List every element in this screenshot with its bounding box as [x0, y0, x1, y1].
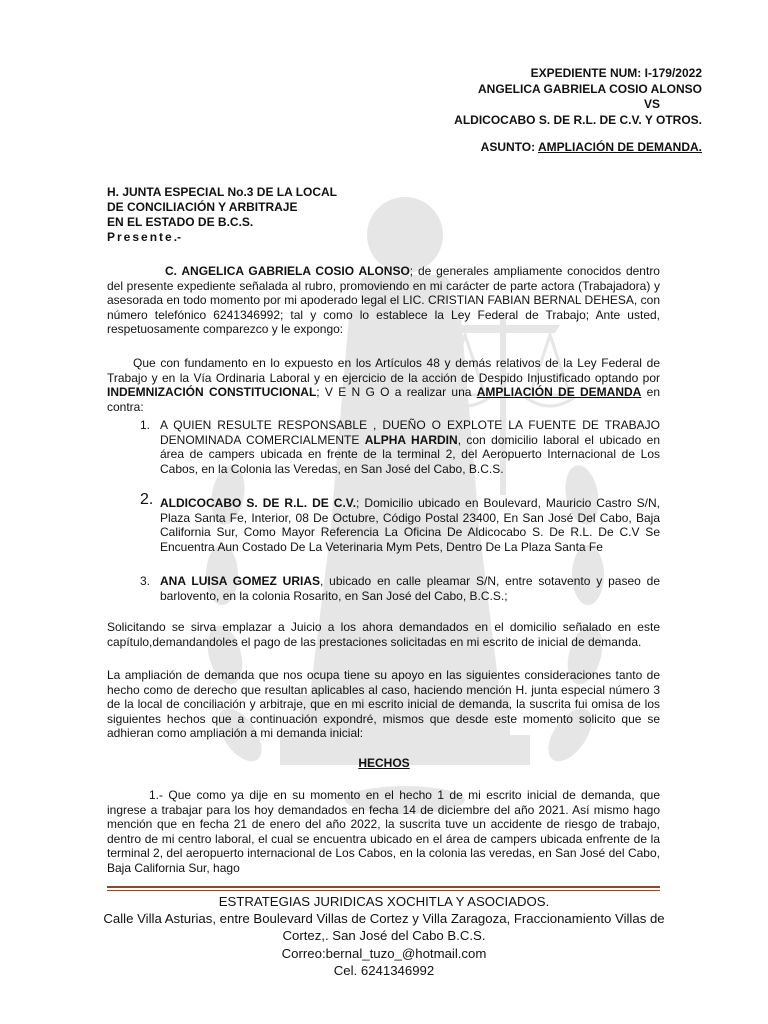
addressee-block [107, 185, 337, 245]
subject-label: ASUNTO: [480, 140, 538, 154]
presente-label: Presente [107, 230, 174, 244]
addressee-line-3: EN EL ESTADO DE B.C.S. [107, 215, 254, 229]
intro-name: C. ANGELICA GABRIELA COSIO ALONSO [165, 264, 410, 278]
case-number: EXPEDIENTE NUM: I-179/2022 [530, 66, 702, 80]
defendant-name: ALDICOCABO S. DE R.L. DE C.V. [160, 496, 357, 510]
footer-firm: ESTRATEGIAS JURIDICAS XOCHITLA Y ASOCIADOS. [218, 894, 550, 909]
intro-paragraph [107, 264, 660, 337]
versus-label: VS [643, 97, 660, 111]
case-header [454, 66, 702, 128]
defendant-name: ALPHA HARDIN [364, 432, 458, 447]
fundamento-indemnizacion: INDEMNIZACIÓN CONSTITUCIONAL [107, 385, 317, 400]
fundamento-ampliacion: AMPLIACIÓN DE DEMANDA [476, 385, 642, 400]
footer-rule-thin [107, 890, 660, 891]
defendant-text-pre: A QUIEN RESULTE RESPONSABLE , DUEÑO O EXPLOTE LA FUENTE DE TRABAJO DENOMINADA COMERCIALMENTE [160, 418, 660, 447]
footer-rule [107, 886, 660, 888]
subject-value: AMPLIACIÓN DE DEMANDA. [538, 140, 702, 154]
addressee-line-2: DE CONCILIACIÓN Y ARBITRAJE [107, 200, 298, 214]
defendant-number: 3. [140, 574, 151, 588]
defendant-number: 1. [140, 418, 151, 432]
defendant-text-post: ; Domicilio ubicado en Boulevard, Mauricio Castro S/N, Plaza Santa Fe, Interior, 08 De Octubre, Código Postal 23400, En San José Del Cabo, Baja California Sur, Como Mayor Referencia La Oficina De Aldicocabo S. De R.L. De C.V Se Encuentra Aun Costado De La Veterinaria Mym Pets, Dentro De La Plaza Santa Fe [160, 496, 661, 554]
hecho-1-paragraph [107, 788, 660, 876]
footer-email: Correo:bernal_tuzo_@hotmail.com [281, 945, 487, 961]
intro-text: ; de generales ampliamente conocidos dentro del presente expediente señalada al rubro, promoviendo en mi carácter de parte actora (Trabajadora) y asesorada en todo momento por mi apoderado legal el LIC. CRISTIAN FABIAN BERNAL DEHESA, con número telefónico 6241346992; tal y como lo establece la Ley Federal de Trabajo; Ante usted, respetuosamente comparezco y le expongo: [107, 264, 660, 337]
footer-phone: Cel. 6241346992 [333, 962, 435, 978]
presente-suffix: .- [173, 230, 182, 244]
defendant-item-3 [140, 574, 661, 603]
footer-address: Calle Villa Asturias, entre Boulevard Villas de Cortez y Villa Zaragoza, Fraccionamiento Villas de Cortez,. San José del Cabo B.C.S. [103, 911, 665, 944]
fundamento-paragraph [107, 356, 660, 414]
defendant-text-post: , con domicilio laboral el ubicado en área de campers ubicada en frente de la terminal 2, del Aeropuerto Internacional de Los Cabos, en la Colonia las Veredas, en San José del Cabo, B.C.S. [160, 432, 660, 476]
hecho-1-text: 1.- Que como ya dije en su momento en el hecho 1 de mi escrito inicial de demanda, que ingrese a trabajar para los hoy demandados en fecha 14 de diciembre del año 2021. Así mismo hago mención que en fecha 21 de enero del año 2022, la suscrita tuve un accidente de riesgo de trabajo, dentro de mi centro laboral, el cual se encuentra ubicado en el área de campers ubicada enfrente de la terminal 2, del aeropuerto internacional de Los Cabos, en la colonia las veredas, en San José del Cabo, Baja California Sur, hago [107, 788, 660, 875]
defendants-summary: ALDICOCABO S. DE R.L. DE C.V. Y OTROS. [454, 112, 702, 127]
defendant-item-1 [140, 418, 660, 476]
fundamento-text-2: ; V E N G O a realizar una [316, 385, 477, 400]
defendant-item-2 [140, 491, 661, 554]
plaintiff-name: ANGELICA GABRIELA COSIO ALONSO [477, 81, 702, 96]
defendant-name: ANA LUISA GOMEZ URIAS [160, 574, 320, 588]
fundamento-text-3: en contra: [107, 385, 660, 414]
hechos-heading: HECHOS [358, 756, 410, 770]
ampliacion-paragraph: La ampliación de demanda que nos ocupa tiene su apoyo en las siguientes consideraciones tanto de hecho como de derecho que resultan aplicables al caso, haciendo mención H. junta especial número 3 de la local de conciliación y arbitraje, que en mi escrito inicial de demanda, la suscrita fui omisa de los siguientes hechos que a continuación expondré, mismos que desde este momento solicito que se adhieran como ampliación a mi demanda inicial: [107, 668, 660, 741]
fundamento-text-1: Que con fundamento en lo expuesto en los Artículos 48 y demás relativos de la Ley Federal de Trabajo y en la Vía Ordinaria Laboral y en ejercicio de la acción de Despido Injustificado optando por [107, 356, 660, 385]
emplazar-paragraph: Solicitando se sirva emplazar a Juicio a los ahora demandados en el domicilio señalado en este capítulo,demandandoles el pago de las prestaciones solicitadas en mi escrito de inicial de demanda. [107, 620, 660, 649]
defendant-text-post: , ubicado en calle pleamar S/N, entre sotavento y paseo de barlovento, en la colonia Rosarito, en San José del Cabo, B.C.S.; [160, 574, 661, 603]
defendant-number: 2. [140, 491, 154, 508]
subject-line [481, 140, 702, 154]
footer [100, 893, 668, 979]
addressee-line-1: H. JUNTA ESPECIAL No.3 DE LA LOCAL [107, 185, 338, 199]
